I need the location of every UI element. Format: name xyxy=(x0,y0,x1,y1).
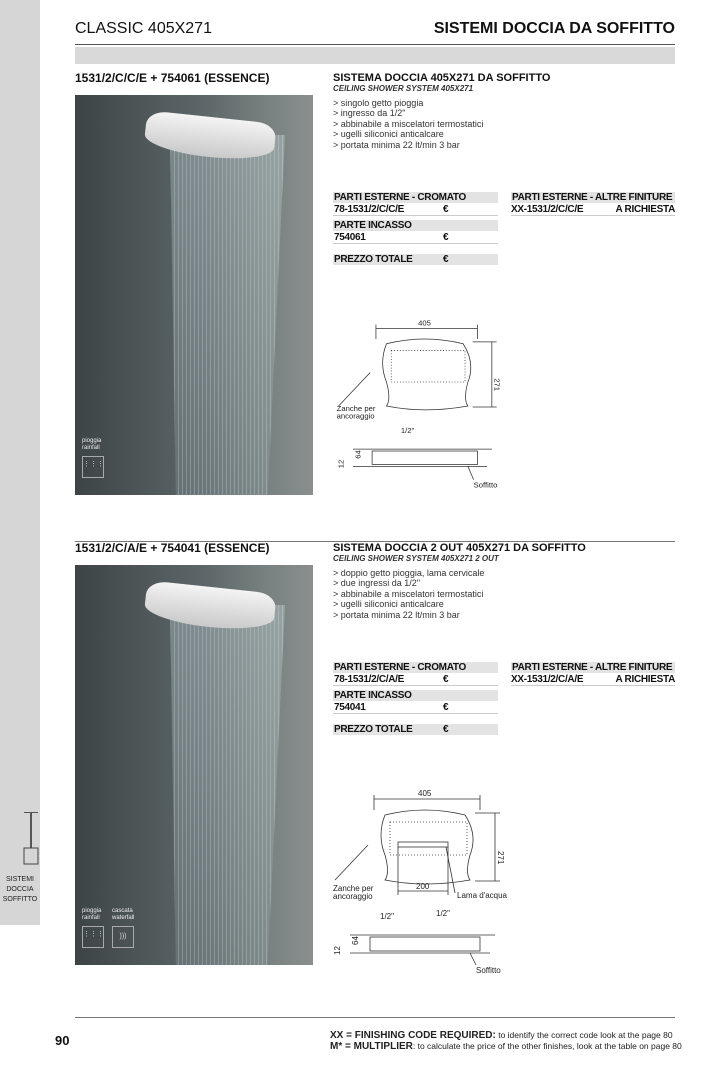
footer-divider xyxy=(75,1017,675,1018)
inlet-label: 1/2" xyxy=(380,912,394,921)
spray-label-it: cascata xyxy=(112,908,133,914)
footer-notes xyxy=(330,1030,682,1052)
feature-item: > singolo getto pioggia xyxy=(333,97,424,108)
spray-label-it: pioggia xyxy=(82,908,102,914)
anchor-label: Zanche per xyxy=(333,884,374,893)
rainfall-icon: ⋮⋮⋮ xyxy=(82,926,104,948)
technical-drawing xyxy=(330,315,510,497)
currency: € xyxy=(443,254,449,265)
spray-label-en: rainfall xyxy=(82,915,100,921)
dim-width: 405 xyxy=(418,318,431,328)
spray-mode-label xyxy=(112,908,134,922)
product-photo xyxy=(75,95,313,495)
incasso-code: 754061 xyxy=(334,232,366,243)
feature-item: > abbinabile a miscelatori termostatici xyxy=(333,118,484,129)
other-finishes-block xyxy=(511,662,675,686)
header-bar xyxy=(75,47,675,64)
other-code: XX-1531/2/C/A/E xyxy=(511,674,584,685)
ceiling-shower-icon xyxy=(18,812,42,870)
incasso-header: PARTE INCASSO xyxy=(333,690,498,701)
currency: € xyxy=(443,724,449,735)
product-title: SISTEMA DOCCIA 2 OUT 405X271 DA SOFFITTO xyxy=(333,542,586,554)
shower-head xyxy=(143,580,276,633)
water-jet xyxy=(170,605,285,965)
product-description xyxy=(333,72,550,150)
product-subtitle: CEILING SHOWER SYSTEM 405X271 xyxy=(333,84,474,93)
water-jet xyxy=(170,135,285,495)
dim-depth: 64 xyxy=(353,450,363,459)
dim-plate: 12 xyxy=(333,946,342,955)
waterfall-icon: ))) xyxy=(112,926,134,948)
dim-blade-width: 200 xyxy=(416,882,430,891)
inlet-label: 1/2" xyxy=(436,909,450,918)
side-section-label xyxy=(0,875,40,905)
side-label-line: SOFFITTO xyxy=(2,896,38,903)
finishing-code-key: XX = FINISHING CODE REQUIRED: xyxy=(330,1030,496,1041)
chrome-code: 78-1531/2/C/A/E xyxy=(334,674,404,685)
multiplier-text: : to calculate the price of the other finishes, look at the table on page 80 xyxy=(412,1041,682,1051)
chrome-price-block xyxy=(333,192,498,265)
spray-label-it: pioggia xyxy=(82,438,102,444)
incasso-code: 754041 xyxy=(334,702,366,713)
anchor-label: ancoraggio xyxy=(333,892,373,901)
incasso-price-row xyxy=(333,231,498,244)
total-row xyxy=(333,254,498,265)
product-code-title: 1531/2/C/A/E + 754041 (ESSENCE) xyxy=(75,541,270,555)
currency: € xyxy=(443,204,449,215)
feature-item: > portata minima 22 lt/min 3 bar xyxy=(333,139,460,150)
chrome-code: 78-1531/2/C/C/E xyxy=(334,204,404,215)
spray-label-en: rainfall xyxy=(82,445,100,451)
dim-height: 271 xyxy=(496,851,505,865)
catalog-series-title: CLASSIC 405X271 xyxy=(75,20,212,37)
spray-mode-label xyxy=(82,908,101,922)
other-header: PARTI ESTERNE - ALTRE FINITURE xyxy=(511,192,675,203)
total-row xyxy=(333,724,498,735)
dim-height: 271 xyxy=(492,378,502,392)
chrome-header: PARTI ESTERNE - CROMATO xyxy=(333,192,498,203)
other-code: XX-1531/2/C/C/E xyxy=(511,204,584,215)
shower-head xyxy=(143,110,276,163)
other-price-row xyxy=(511,203,675,216)
feature-item: > ugelli siliconici anticalcare xyxy=(333,129,444,139)
feature-item: > abbinabile a miscelatori termostatici xyxy=(333,588,484,599)
other-price: A RICHIESTA xyxy=(615,674,675,685)
total-label: PREZZO TOTALE xyxy=(334,254,413,265)
technical-drawing xyxy=(330,785,510,975)
finishing-code-text: to identify the correct code look at the page 80 xyxy=(495,1030,673,1040)
anchor-label: ancoraggio xyxy=(336,411,375,421)
chrome-price-block xyxy=(333,662,498,735)
feature-item: > ingresso da 1/2" xyxy=(333,108,406,118)
other-finishes-block xyxy=(511,192,675,216)
chrome-price-row xyxy=(333,203,498,216)
total-label: PREZZO TOTALE xyxy=(334,724,413,735)
side-label-line: SISTEMI xyxy=(5,876,34,883)
incasso-header: PARTE INCASSO xyxy=(333,220,498,231)
feature-item: > due ingressi da 1/2" xyxy=(333,578,421,588)
chrome-price-row xyxy=(333,673,498,686)
feature-item: > ugelli siliconici anticalcare xyxy=(333,599,444,609)
inlet-label: 1/2" xyxy=(400,425,415,435)
product-photo xyxy=(75,565,313,965)
catalog-section-title: SISTEMI DOCCIA DA SOFFITTO xyxy=(433,20,675,37)
page-number: 90 xyxy=(55,1033,70,1048)
product-code-title: 1531/2/C/C/E + 754061 (ESSENCE) xyxy=(75,71,270,85)
other-price: A RICHIESTA xyxy=(615,204,675,215)
chrome-header: PARTI ESTERNE - CROMATO xyxy=(333,662,498,673)
rainfall-icon: ⋮⋮⋮ xyxy=(82,456,104,478)
other-price-row xyxy=(511,673,675,686)
header-divider xyxy=(75,44,675,45)
dim-width: 405 xyxy=(418,789,432,798)
ceiling-label: Soffitto xyxy=(473,480,498,490)
multiplier-key: M* = MULTIPLIER xyxy=(330,1041,413,1052)
other-header: PARTI ESTERNE - ALTRE FINITURE xyxy=(511,662,675,673)
spray-label-en: waterfall xyxy=(112,915,135,921)
dim-plate: 12 xyxy=(336,459,346,469)
currency: € xyxy=(443,232,449,243)
anchor-label: Zanche per xyxy=(336,403,376,413)
incasso-price-row xyxy=(333,701,498,714)
product-title: SISTEMA DOCCIA 405X271 DA SOFFITTO xyxy=(333,72,551,84)
currency: € xyxy=(443,674,449,685)
side-label-line: DOCCIA xyxy=(6,886,34,893)
product-description xyxy=(333,542,586,620)
dim-depth: 64 xyxy=(351,936,360,945)
feature-item: > doppio getto pioggia, lama cervicale xyxy=(333,567,485,578)
side-strip xyxy=(0,0,40,925)
feature-item: > portata minima 22 lt/min 3 bar xyxy=(333,609,460,620)
currency: € xyxy=(443,702,449,713)
product-subtitle: CEILING SHOWER SYSTEM 405X271 2 OUT xyxy=(333,554,499,563)
ceiling-label: Soffitto xyxy=(476,966,501,975)
spray-mode-label xyxy=(82,438,101,452)
blade-label: Lama d'acqua xyxy=(457,891,508,900)
